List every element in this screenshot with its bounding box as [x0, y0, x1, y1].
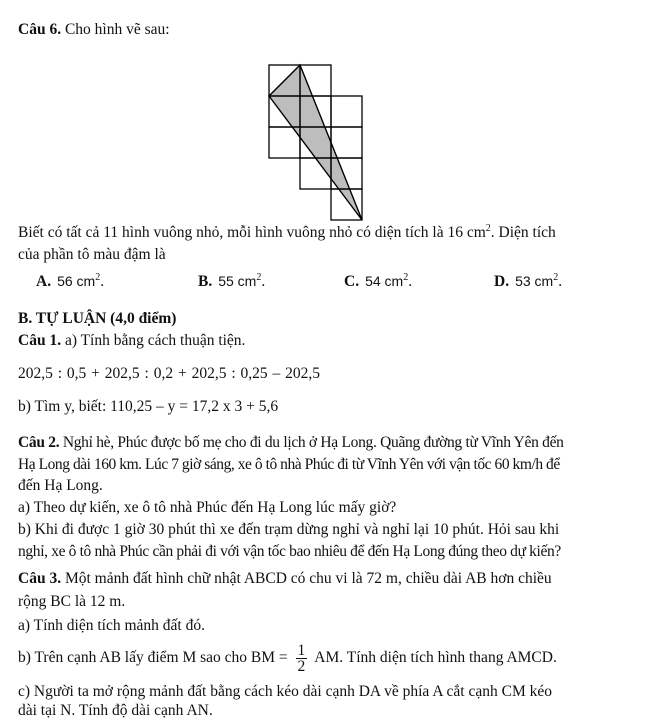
c3-title: Câu 3. — [18, 570, 62, 587]
option-a-end: . — [100, 273, 105, 290]
c3-part-c-line-1: c) Người ta mở rộng mảnh đất bằng cách kéo dài cạnh DA về phía A cắt cạnh CM kéo — [18, 683, 552, 700]
c3-b-post: AM. Tính diện tích hình thang AMCD. — [311, 649, 557, 666]
c3-part-b — [18, 639, 557, 677]
q6-title-rest: Cho hình vẽ sau: — [61, 21, 170, 38]
fraction-denominator: 2 — [297, 657, 306, 675]
c3-part-a: a) Tính diện tích mảnh đất đó. — [18, 617, 205, 634]
c2-line-1 — [18, 433, 564, 453]
option-b-label: B. — [198, 273, 213, 290]
shaded-triangle — [269, 65, 362, 220]
option-c-label: C. — [344, 273, 360, 290]
option-a[interactable] — [36, 271, 104, 292]
c1-part-a — [18, 331, 245, 351]
option-a-sup: 2 — [95, 272, 101, 283]
c3-part-c-line-2: dài tại N. Tính độ dài cạnh AN. — [18, 702, 213, 719]
c1-a-text: a) Tính bằng cách thuận tiện. — [61, 332, 246, 349]
option-c[interactable] — [344, 271, 412, 292]
option-d-end: . — [558, 273, 563, 290]
c3-line-1 — [18, 569, 552, 589]
q6-title: Câu 6. — [18, 21, 62, 38]
option-d-sup: 2 — [553, 272, 559, 283]
option-b-value: 55 cm — [218, 273, 257, 289]
q6-desc-sup: 2 — [485, 223, 491, 234]
option-c-sup: 2 — [403, 272, 409, 283]
option-c-value: 54 cm — [365, 273, 404, 289]
option-b-end: . — [261, 273, 266, 290]
option-a-value: 56 cm — [57, 273, 96, 289]
fraction-one-half — [296, 643, 308, 674]
q6-desc-line-2: của phần tô màu đậm là — [18, 246, 166, 263]
c1-part-b: b) Tìm y, biết: 110,25 – y = 17,2 x 3 + 5,6 — [18, 398, 279, 415]
option-d[interactable] — [494, 271, 562, 292]
q6-desc-line-1 — [18, 223, 556, 243]
option-b-sup: 2 — [256, 272, 262, 283]
c2-line-3: đến Hạ Long. — [18, 477, 103, 494]
c1-expression: 202,5 : 0,5 + 202,5 : 0,2 + 202,5 : 0,25 – 202,5 — [18, 365, 321, 382]
small-square — [331, 96, 362, 127]
c2-part-b-line-2: nghỉ, xe ô tô nhà Phúc cần phải đi với vận tốc bao nhiêu để đến Hạ Long đúng theo dự kiến? — [18, 543, 561, 560]
c2-l1-text: Nghỉ hè, Phúc được bố mẹ cho đi du lịch ở Hạ Long. Quãng đường từ Vĩnh Yên đến — [59, 434, 564, 451]
c2-title: Câu 2. — [18, 434, 60, 451]
c1-title: Câu 1. — [18, 332, 62, 349]
option-b[interactable] — [198, 271, 265, 292]
c3-line-2: rộng BC là 12 m. — [18, 593, 126, 610]
option-c-end: . — [408, 273, 413, 290]
option-a-label: A. — [36, 273, 52, 290]
q6-desc-text: Biết có tất cả 11 hình vuông nhỏ, mỗi hình vuông nhỏ có diện tích là 16 cm — [18, 224, 486, 241]
c2-line-2: Hạ Long dài 160 km. Lúc 7 giờ sáng, xe ô tô nhà Phúc đi từ Vĩnh Yên với vận tốc 60 km/h để — [18, 456, 560, 473]
section-b-heading: B. TỰ LUẬN (4,0 điểm) — [18, 310, 177, 327]
fraction-numerator: 1 — [297, 641, 306, 659]
option-d-value: 53 cm — [515, 273, 554, 289]
c2-part-a: a) Theo dự kiến, xe ô tô nhà Phúc đến Hạ Long lúc mấy giờ? — [18, 499, 397, 516]
c3-b-pre: b) Trên cạnh AB lấy điểm M sao cho BM = — [18, 649, 292, 666]
c2-part-b-line-1: b) Khi đi được 1 giờ 30 phút thì xe đến trạm dừng nghỉ và nghỉ lại 10 phút. Hỏi sau khi — [18, 521, 560, 538]
option-d-label: D. — [494, 273, 510, 290]
c3-l1-text: Một mảnh đất hình chữ nhật ABCD có chu vi là 72 m, chiều dài AB hơn chiều — [61, 570, 552, 587]
q6-desc-end: . Diện tích — [490, 224, 556, 241]
